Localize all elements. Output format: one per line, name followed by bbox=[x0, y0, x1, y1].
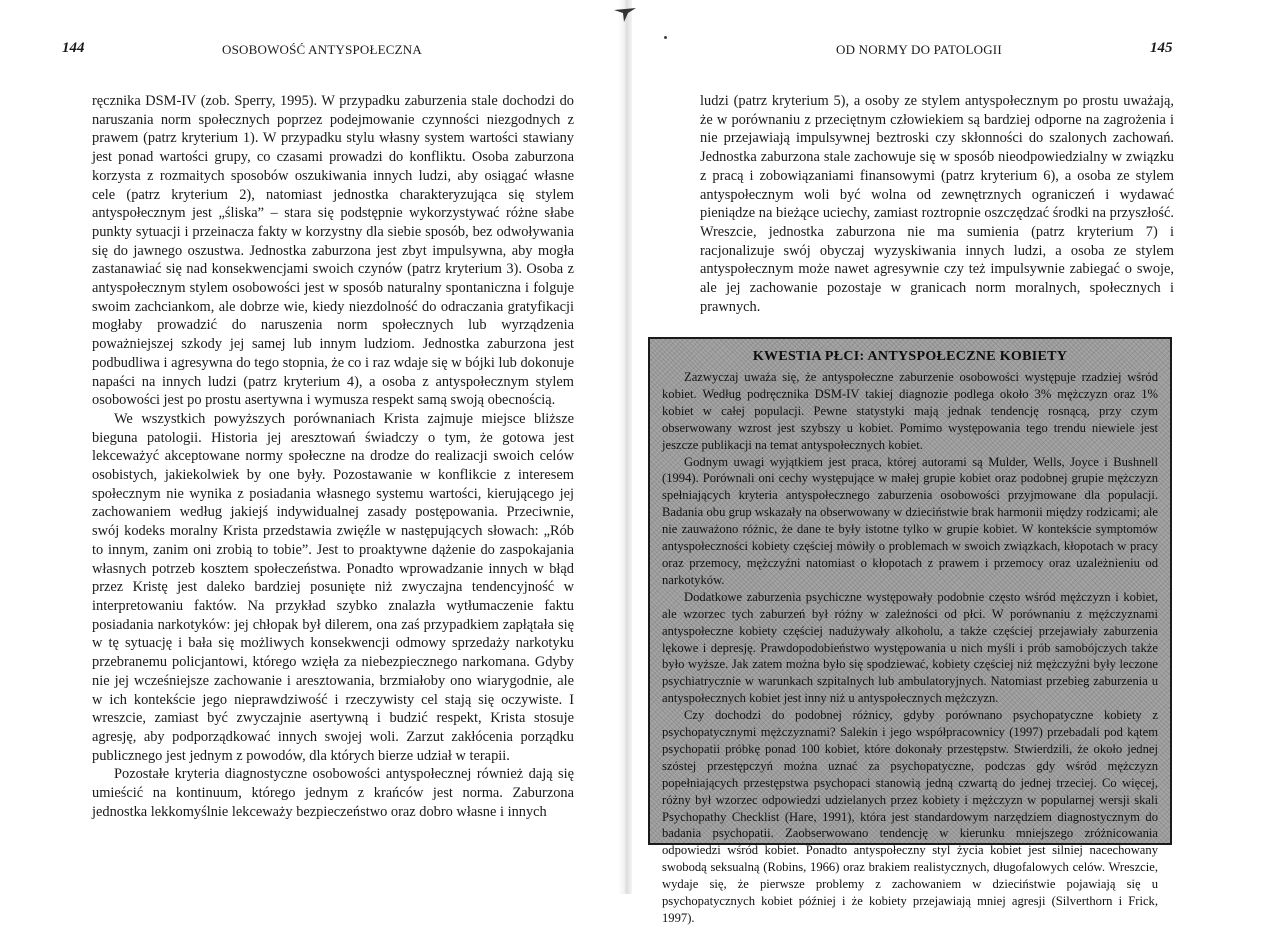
paragraph: ludzi (patrz kryterium 5), a osoby ze stylem antyspołecznym po prostu uważają, że w porównaniu z przeciętnym człowiekiem są bardziej odporne na zagrożenia i nie przejawiają impulsywnej beztroski czy skłonności do szalonych zachowań. Jednostka zaburzona stale zachowuje się w sposób nieodpowiedzialny w związku z pracą i zobowiązaniami finansowymi (patrz kryterium 6), a osoba ze stylem antyspołecznym woli być wolna od zewnętrznych ograniczeń i wydawać pieniądze na bieżące uciechy, zamiast roztropnie oszczędzać środki na przyszłość. Wreszcie, jednostka zaburzona nie ma sumienia (patrz kryterium 7) i racjonalizuje swój obyczaj wyzyskiwania innych ludzi, a osoba ze stylem antyspołecznym może nawet agresywnie czy też impulsywnie zabiegać o swoje, ale jej zachowanie pozostaje w granicach norm moralnych, społecznych i prawnych. bbox=[700, 93, 1174, 315]
box-paragraph: Zazwyczaj uważa się, że antyspołeczne zaburzenie osobowości występuje rzadziej wśród kobiet. Według podręcznika DSM-IV takiej diagnozie podlega około 3% mężczyzn oraz 1% kobiet w całej populacji. Pewne statystyki mają jednak tendencję rosnącą, przy czym obserwowany wzrost jest szybszy u kobiet. Pomimo występowania tego trendu niewiele jest jeszcze publikacji na temat antyspołecznych kobiet. bbox=[662, 370, 1158, 452]
paragraph: We wszystkich powyższych porównaniach Krista zajmuje miejsce bliższe bieguna patologii. Historia jej aresztowań świadczy o tym, że gotowa jest lekceważyć akceptowane normy społeczne na drodze do realizacji swoich celów osobistych, jakiekolwiek by one były. Pozostawanie w konflikcie z interesem społecznym nie wynika z posiadania własnego systemu wartości, kierującego jej zachowaniem według jakiejś indywidualnej zasady postępowania. Przeciwnie, swój kodeks moralny Krista przedstawia zwięźle w następujących słowach: „Rób to innym, zanim oni zrobią to tobie”. Jest to proaktywne dążenie do zaspokajania własnych potrzeb kosztem społeczeństwa. Ponadto wprowadzanie innych w błąd przez Kristę jest daleko bardziej posunięte niż zwyczajna tendencyjność w interpretowaniu faktów. Na przykład szybko znalazła wytłumaczenie faktu posiadania narkotyków: jej chłopak był dilerem, ona zaś przypadkiem zapłątała się w tę sytuację i bała się możliwych konsekwencji odmowy sprzedaży narkotyku przebranemu policjantowi, którego wzięła za niebezpiecznego narkomana. Gdyby nie jej wcześniejsze zachowanie i aresztowania, brzmiałoby ono wiarygodnie, ale w ich kontekście jego nieprawdziwość i rzeczywisty cel stają się oczywiste. I wreszcie, zamiast być zwyczajnie asertywną i budzić respekt, Krista stosuje agresję, aby podporządkować innych swojej woli. Zarzut zakłócenia porządku publicznego jest jednym z powodów, dla których bierze udział w terapii. bbox=[92, 410, 574, 764]
sidebar-box-title: KWESTIA PŁCI: ANTYSPOŁECZNE KOBIETY bbox=[752, 349, 1068, 364]
right-body-text bbox=[700, 92, 1174, 316]
paragraph: ręcznika DSM-IV (zob. Sperry, 1995). W przypadku zaburzenia stale dochodzi do naruszania norm społecznych poprzez podejmowanie czynności niezgodnych z prawem (patrz kryterium 1). W przypadku stylu własny system wartości stawiany jest ponad wartości grupy, co czasami prowadzi do konfliktu. Osoba zaburzona korzysta z rozmaitych sposobów oszukiwania innych ludzi, aby osiągać własne cele (patrz kryterium 2), natomiast jednostka charakteryzująca się stylem antyspołecznym jest „śliska” – stara się podstępnie wykorzystywać różne słabe punkty sytuacji i przeinacza fakty w korzystny dla siebie sposób, bez odwoływania się do jawnego oszustwa. Jednostka zaburzona jest zbyt impulsywna, aby mogła zastanawiać się nad konsekwencjami swoich czynów (patrz kryterium 3). Osoba z antyspołecznym stylem osobowości jest w sposób naturalny spontaniczna i folguje swoim zachciankom, ale dobrze wie, kiedy niezdolność do odraczania gratyfikacji mogłaby prowadzić do naruszenia norm społecznych lub wyrządzenia poważniejszej szkody jej samej lub innym ludziom. Jednostka zaburzona jest podbudliwa i agresywna do tego stopnia, że co i raz wdaje się w bójki lub dokonuje napaści na innych ludzi (patrz kryterium 4), a osoba z antyspołecznym stylem osobowości jest po prostu asertywna i wymusza respekt samą swoją obecnością. bbox=[92, 93, 574, 409]
box-paragraph: Godnym uwagi wyjątkiem jest praca, której autorami są Mulder, Wells, Joyce i Bushnell (1994). Porównali oni cechy występujące w małej grupie kobiet oraz podobnej grupie mężczyzn spełniających kryteria antyspołecznego zaburzenia osobowości przyjmowane dla populacji. Badania obu grup wskazały na obserwowany w dzieciństwie brak harmonii między rodzicami; ale nie zauważono różnic, że dane te były istotne tylko w grupie kobiet. W kontekście symptomów antyspołeczności kobiety częściej mówiły o problemach w swoich związkach, kłopotach w pracy oraz przemocy, mężczyźni natomiast o kłopotach z prawem i przemocy oraz uzależnieniu od narkotyków. bbox=[662, 454, 1158, 587]
paragraph: Pozostałe kryteria diagnostyczne osobowości antyspołecznej również dają się umieścić na kontinuum, którego jednym z krańców jest norma. Zaburzona jednostka lekkomyślnie lekceważy bezpieczeństwo oraz dobro własne i innych bbox=[92, 766, 574, 820]
sidebar-box bbox=[648, 337, 1172, 925]
page-number-left: 144 bbox=[62, 40, 85, 56]
left-page bbox=[0, 0, 620, 894]
page-number-right: 145 bbox=[1150, 40, 1173, 56]
running-head-right: OD NORMY DO PATOLOGII bbox=[836, 42, 1002, 57]
box-paragraph: Dodatkowe zaburzenia psychiczne występowały podobnie często wśród mężczyzn i kobiet, ale wzorzec tych zaburzeń był różny w zależności od płci. W porównaniu z mężczyznami antyspołeczne kobiety częściej nadużywały alkoholu, a także częściej przejawiały zaburzenia lękowe i depresję. Prawdopodobieństwo występowania u nich myśli i prób samobójczych także było wyższe. Jak zatem można było się spodziewać, kobiety częściej niż mężczyźni były leczone psychiatrycznie w warunkach szpitalnych lub ambulatoryjnych. Natomiast przebieg zaburzenia u antyspołecznych kobiet jest inny niż u antyspołecznych mężczyzn. bbox=[662, 589, 1158, 706]
sidebar-box-text bbox=[662, 369, 1158, 927]
left-body-text bbox=[92, 92, 574, 821]
running-head-left: OSOBOWOŚĆ ANTYSPOŁECZNA bbox=[222, 42, 422, 57]
box-paragraph: Czy dochodzi do podobnej różnicy, gdyby porównano psychopatyczne kobiety z psychopatycznymi mężczyznami? Salekin i jego współpracownicy (1997) przebadali pod kątem psychopatii próbkę ponad 100 kobiet, które dokonały przestępstw. Stwierdzili, że około jednej szóstej przestępczyń można uznać za psychopatyczne, podczas gdy wśród mężczyzn popełniających przestępstwa psychopaci stanowią jedną czwartą do jednej trzeciej. Co więcej, różny był wzorzec odpowiedzi udzielanych przez kobiety i mężczyzn w popularnej wersji skali Psychopathy Checklist (Hare, 1991), która jest standardowym narzędziem diagnostycznym do badania psychopatii. Zaobserwowano tendencję w kierunku mniejszego zróżnicowania odpowiedzi wśród kobiet. Ponadto antyspołeczny styl życia kobiet jest silniej nacechowany swobodą seksualną (Robins, 1966) oraz brakiem realistycznych, długofalowych celów. Wreszcie, wydaje się, że pierwsze problemy z zachowaniem w dzieciństwie pojawiają się u psychopatycznych kobiet później i że kobiety przejawiają mniej agresji (Silverthorn i Frick, 1997). bbox=[662, 708, 1158, 925]
